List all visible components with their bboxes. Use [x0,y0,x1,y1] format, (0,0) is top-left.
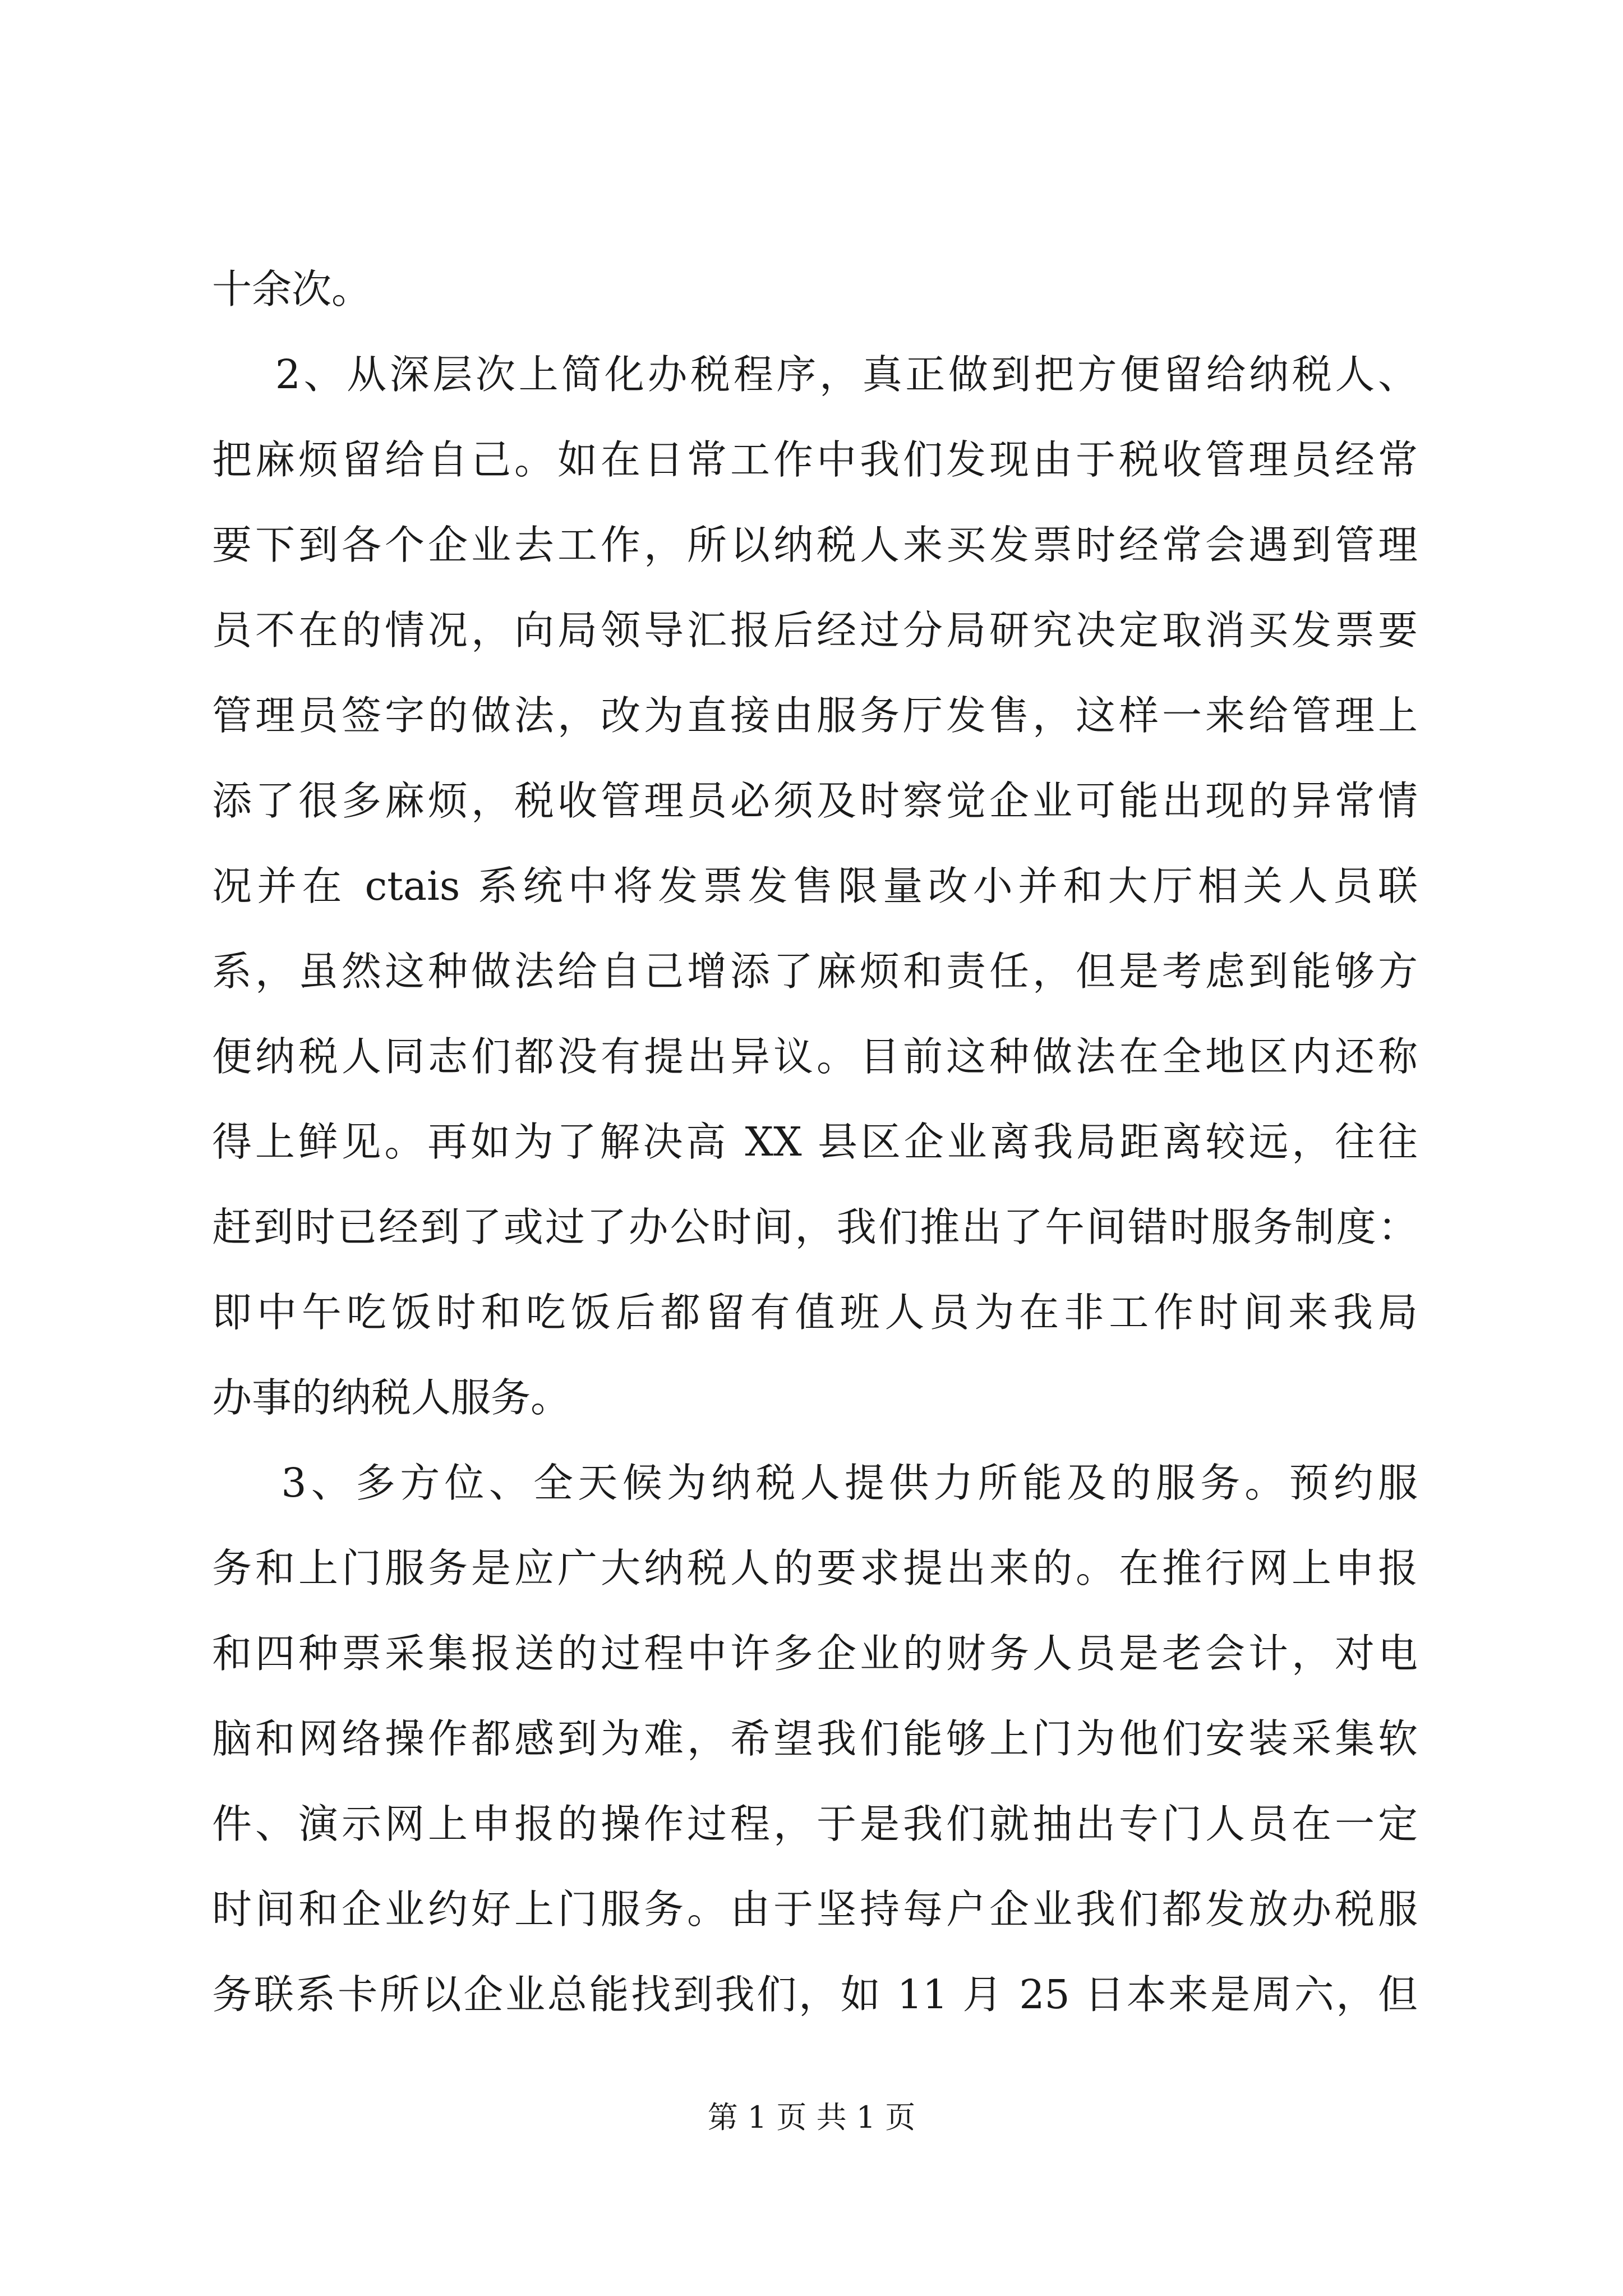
text-line: 添了很多麻烦，税收管理员必须及时察觉企业可能出现的异常情 [212,777,1418,824]
text-line: 件、演示网上申报的操作过程，于是我们就抽出专门人员在一定 [212,1801,1418,1847]
text-line: 办事的纳税人服务。 [212,1374,571,1421]
text-line: 务联系卡所以企业总能找到我们，如 11 月 25 日本来是周六，但 [212,1971,1418,2018]
text-line: 务和上门服务是应广大纳税人的要求提出来的。在推行网上申报 [212,1545,1418,1591]
page-footer: 第 1 页 共 1 页 [707,2100,916,2135]
text-line: 系，虽然这种做法给自己增添了麻烦和责任，但是考虑到能够方 [212,948,1418,995]
text-line: 赶到时已经到了或过了办公时间，我们推出了午间错时服务制度： [212,1204,1418,1250]
text-line: 员不在的情况，向局领导汇报后经过分局研究决定取消买发票要 [212,607,1418,654]
text-line: 况并在 ctais 系统中将发票发售限量改小并和大厅相关人员联 [212,863,1418,909]
text-line: 把麻烦留给自己。如在日常工作中我们发现由于税收管理员经常 [212,436,1418,483]
text-line: 管理员签字的做法，改为直接由服务厅发售，这样一来给管理上 [212,692,1418,739]
text-line: 得上鲜见。再如为了解决高 XX 县区企业离我局距离较远，往往 [212,1119,1418,1165]
text-line: 十余次。 [212,266,372,312]
body-text [212,247,1418,2037]
text-line: 时间和企业约好上门服务。由于坚持每户企业我们都发放办税服 [212,1886,1418,1932]
text-line: 要下到各个企业去工作，所以纳税人来买发票时经常会遇到管理 [212,522,1418,568]
text-line: 便纳税人同志们都没有提出异议。目前这种做法在全地区内还称 [212,1033,1418,1080]
text-line: 即中午吃饭时和吃饭后都留有值班人员为在非工作时间来我局 [212,1289,1418,1336]
text-line: 和四种票采集报送的过程中许多企业的财务人员是老会计，对电 [212,1630,1418,1677]
text-line: 3、多方位、全天候为纳税人提供力所能及的服务。预约服 [212,1460,1418,1506]
text-line: 脑和网络操作都感到为难，希望我们能够上门为他们安装采集软 [212,1715,1418,1762]
text-line: 2、从深层次上简化办税程序，真正做到把方便留给纳税人、 [212,351,1418,398]
